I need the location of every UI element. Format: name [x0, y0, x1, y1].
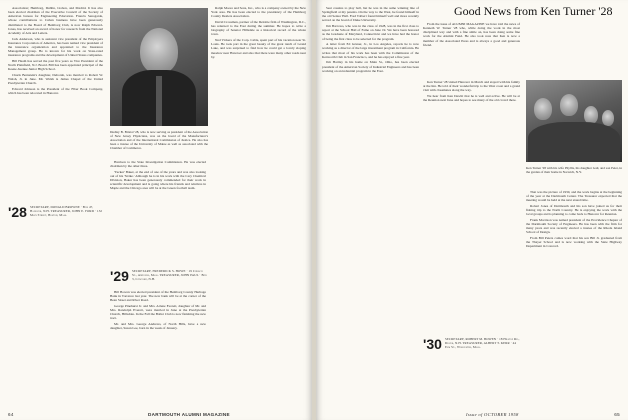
- paragraph: A letter from Ed Gruner, Jr., in Los Angeles, reports he is now working as a director of the large investment program in California. He writes that most of his work has been with the Commission of the Kenworth Club in San Francisco, and he has enjoyed a fine year.: [322, 42, 419, 59]
- paragraph: Ralph Moore and Sons, Inc., who is a company owned by the New York area. He has been elected to the presidency of the Hemborg County Dealers Association.: [211, 6, 306, 19]
- paragraph: David Crossman, partner of the Deloitte firm of Washington, D.C., has returned to the East during the summer. He hopes to write a biography of Senator Hillsdale as a historical record of the whole town.: [211, 19, 306, 37]
- paragraph: Jim Hartley in his home on Main St., Ohio, has been elected president of the American Society of Industrial Engineers and has been working on an industrial program in the East.: [322, 60, 419, 73]
- issue-date: Issue of OCTOBER 1958: [466, 412, 519, 417]
- right-column-1: [322, 6, 419, 74]
- paragraph: Edward Johnson is the President of the Fiber Book Company, which has been relocated in Hanover.: [8, 86, 103, 95]
- class-year-30: '30: [423, 336, 442, 352]
- paragraph: Harrison to the State Investigation Commission. He was elected chairman by the other three.: [110, 160, 206, 169]
- right-column-2-continued: [423, 80, 520, 104]
- paragraph: We hear from Ken Dewitt that he is well and active. He will be at the Reunion next June and hopes to see many of the old crowd there.: [423, 93, 520, 103]
- photo-caption-turner: Ken Turner '28 with his wife Phyllis, his daughter Gail, and son Peter, in the garden of their home in Norwich, N.Y.: [526, 166, 622, 174]
- paragraph: Jack Anderson, who is assistant vice president of the Employers Insurance Corporation of America, has been named vice president of the insurance organization and appointed to the Insurance Management group. He is known for his work on State-rated insurance programs and the development of United States companies.: [8, 36, 103, 58]
- left-page: [0, 0, 312, 420]
- left-column-2: [110, 160, 206, 192]
- class-officers-29: SECRETARY, FREDERICK S. HOWE · 19 Church St., Andover, Mass. TREASURER, JOHN PAUL · Box 3, Concord, N.H.: [132, 269, 207, 281]
- left-column-3: [211, 6, 306, 60]
- paragraph: Ned Vickers of the Corp. Cable, spent part of his vacation near St. Louis. He took part in the great beauty of the great ranch of Grand Lake, and was surprised to find how he could get a lovely sloping meadow near Hanover and also that there were many other roads near by.: [211, 38, 306, 59]
- left-column-1: [8, 6, 103, 97]
- page-number-right: 65: [614, 412, 620, 417]
- paragraph: That was the picture of 1930, and the work begins at the beginning of the year at the Dartmouth Center. The Treasurer expected that the meeting would be held at the next stated time.: [526, 190, 622, 203]
- paragraph: Ken Turner '28 visited Hanover in March and stayed with his family at the Inn. He told of their wonderful trip to the West coast and a grand visit with classmates along the way.: [423, 80, 520, 93]
- paragraph: From Bill Peters comes word that his son Bill Jr. graduated from the Thayer School and is now working with the State Highway Department in Concord.: [526, 236, 622, 249]
- class-year-28: '28: [8, 204, 27, 220]
- right-column-2: [423, 22, 520, 48]
- paragraph: Bill Heath has served the past five years as Vice President of the North Plainfield, N.J. Board. Bill has been appointed principal of the Keene Avenue Junior High School.: [8, 58, 103, 72]
- paragraph: Bill Bowen was elected president of the Hemborg County Heritage Bank in Torrance last year. The new bank will be at the corner of the Bean Street and River Road.: [110, 290, 206, 303]
- portrait-photo-bristol: [110, 8, 208, 126]
- paragraph: Robert Jones of Dartmouth and his son have joined us for their fishing trip to the North Country. He is enjoying the work with the local groups and is planning to come back to Hanover for Reunion.: [526, 203, 622, 217]
- family-photo-turner: [526, 80, 622, 162]
- class-officers-28: SECRETARY, DONALD BROWNE · Box 47, Hanover, N.H. TREASURER, JOHN E. FORD · 132 Main Street, Boston, Mass.: [30, 205, 103, 217]
- class-year-29: '29: [110, 268, 129, 284]
- magazine-name: DARTMOUTH ALUMNI MAGAZINE: [148, 412, 230, 417]
- right-page: [316, 0, 628, 420]
- paragraph: Mr. and Mrs. George Andrews, of North Hills, have a new daughter, Susan Lee, born in the week of January.: [110, 322, 206, 331]
- paragraph: Seat cousins to play ball, but he was in the same winning line of Springfield at my parents. On the way to the West, he found himself in the old Senior Hall. Fred Tolbert found himself well and more recently served on the board of Duke University.: [322, 6, 419, 23]
- class-officers-30: SECRETARY, ROBERT M. BOWEN · 18 Hilltop Rd., Dover, N.H. TREASURER, ALBERT T. KERR · 44 Elm St., Worcester, Mass.: [445, 337, 520, 349]
- paragraph: Frank Morrison was named president of the Providence Chapter of the Dartmouth Society of Engineers. He has been with the firm for many years and was recently elected a trustee of the Rhode Island School of Design.: [526, 217, 622, 235]
- paragraph: Jim Barrows, who was in the class of 1928, was in the first class to report at the School Hall of Fame on June 19. We have been honored as the Graduate of Maryland, Connecticut and we have had the honor of being the first class to be selected for the program.: [322, 24, 419, 41]
- paragraph: Association; Hemborg, Dublin, Lisbon, and Madrid. It has also been elected chairman of the Executive Council of the Society of American bureau for Engineering Education. Francis Senogarde, whose contributions to Cuban business have been generously distributed to the Board of Hemborg Club, is now Ralph Edward-Jones, has received an award of honor for research from the National Academy of Arts and Letters.: [8, 6, 103, 35]
- left-column-2-continued: [110, 290, 206, 332]
- page-number-left: 64: [8, 412, 14, 417]
- paragraph: 'Tucker' Baker, at the end of one of the years and was also looking out of his 'Strike.' Although he is in his work with the Cary Chemical Division, Baker has been generously commended for their work in scientific development and is going where his friends and relatives in Maple and the Chicago area will be at the Green football team.: [110, 169, 206, 191]
- paragraph: George Pinehurst Jr. and Mrs. Arlene Everett, daughter of Mr. and Mrs. Randolph Everett, were married in June at the Presbyterian Church, Hillsdale. In the Fall the Ballot Club is now finishing the new tract.: [110, 303, 206, 321]
- article-title: Good News from Ken Turner '28: [454, 4, 613, 18]
- paragraph: Chuck Bernstein's daughter, Deborah, was married to Robert W. Walsh, Jr. in June. Mr. Walsh is James Chapel of the United Presbyterian Church.: [8, 72, 103, 86]
- photo-caption-bristol: Dudley B. Bristol '28, who is now serving as president of the Association of New Jersey Physicians, was on the board of the Manufacturer's Association and of the International Commission of Justice. He also has been a trustee of the University of Maine as well as associated with the Chamber of Commerce.: [110, 130, 208, 150]
- right-column-3: [526, 190, 622, 250]
- paragraph: From the issue of ALUMNI MAGAZINE we have told the news of Kenneth W. Turner '28 who, while doing the work in the most disciplined way and with a fine smile on, has been doing some fine work for the Alumni Fund. He also took note that Ken is now a member of the Associated Press and is always a good and generous friend.: [423, 22, 520, 47]
